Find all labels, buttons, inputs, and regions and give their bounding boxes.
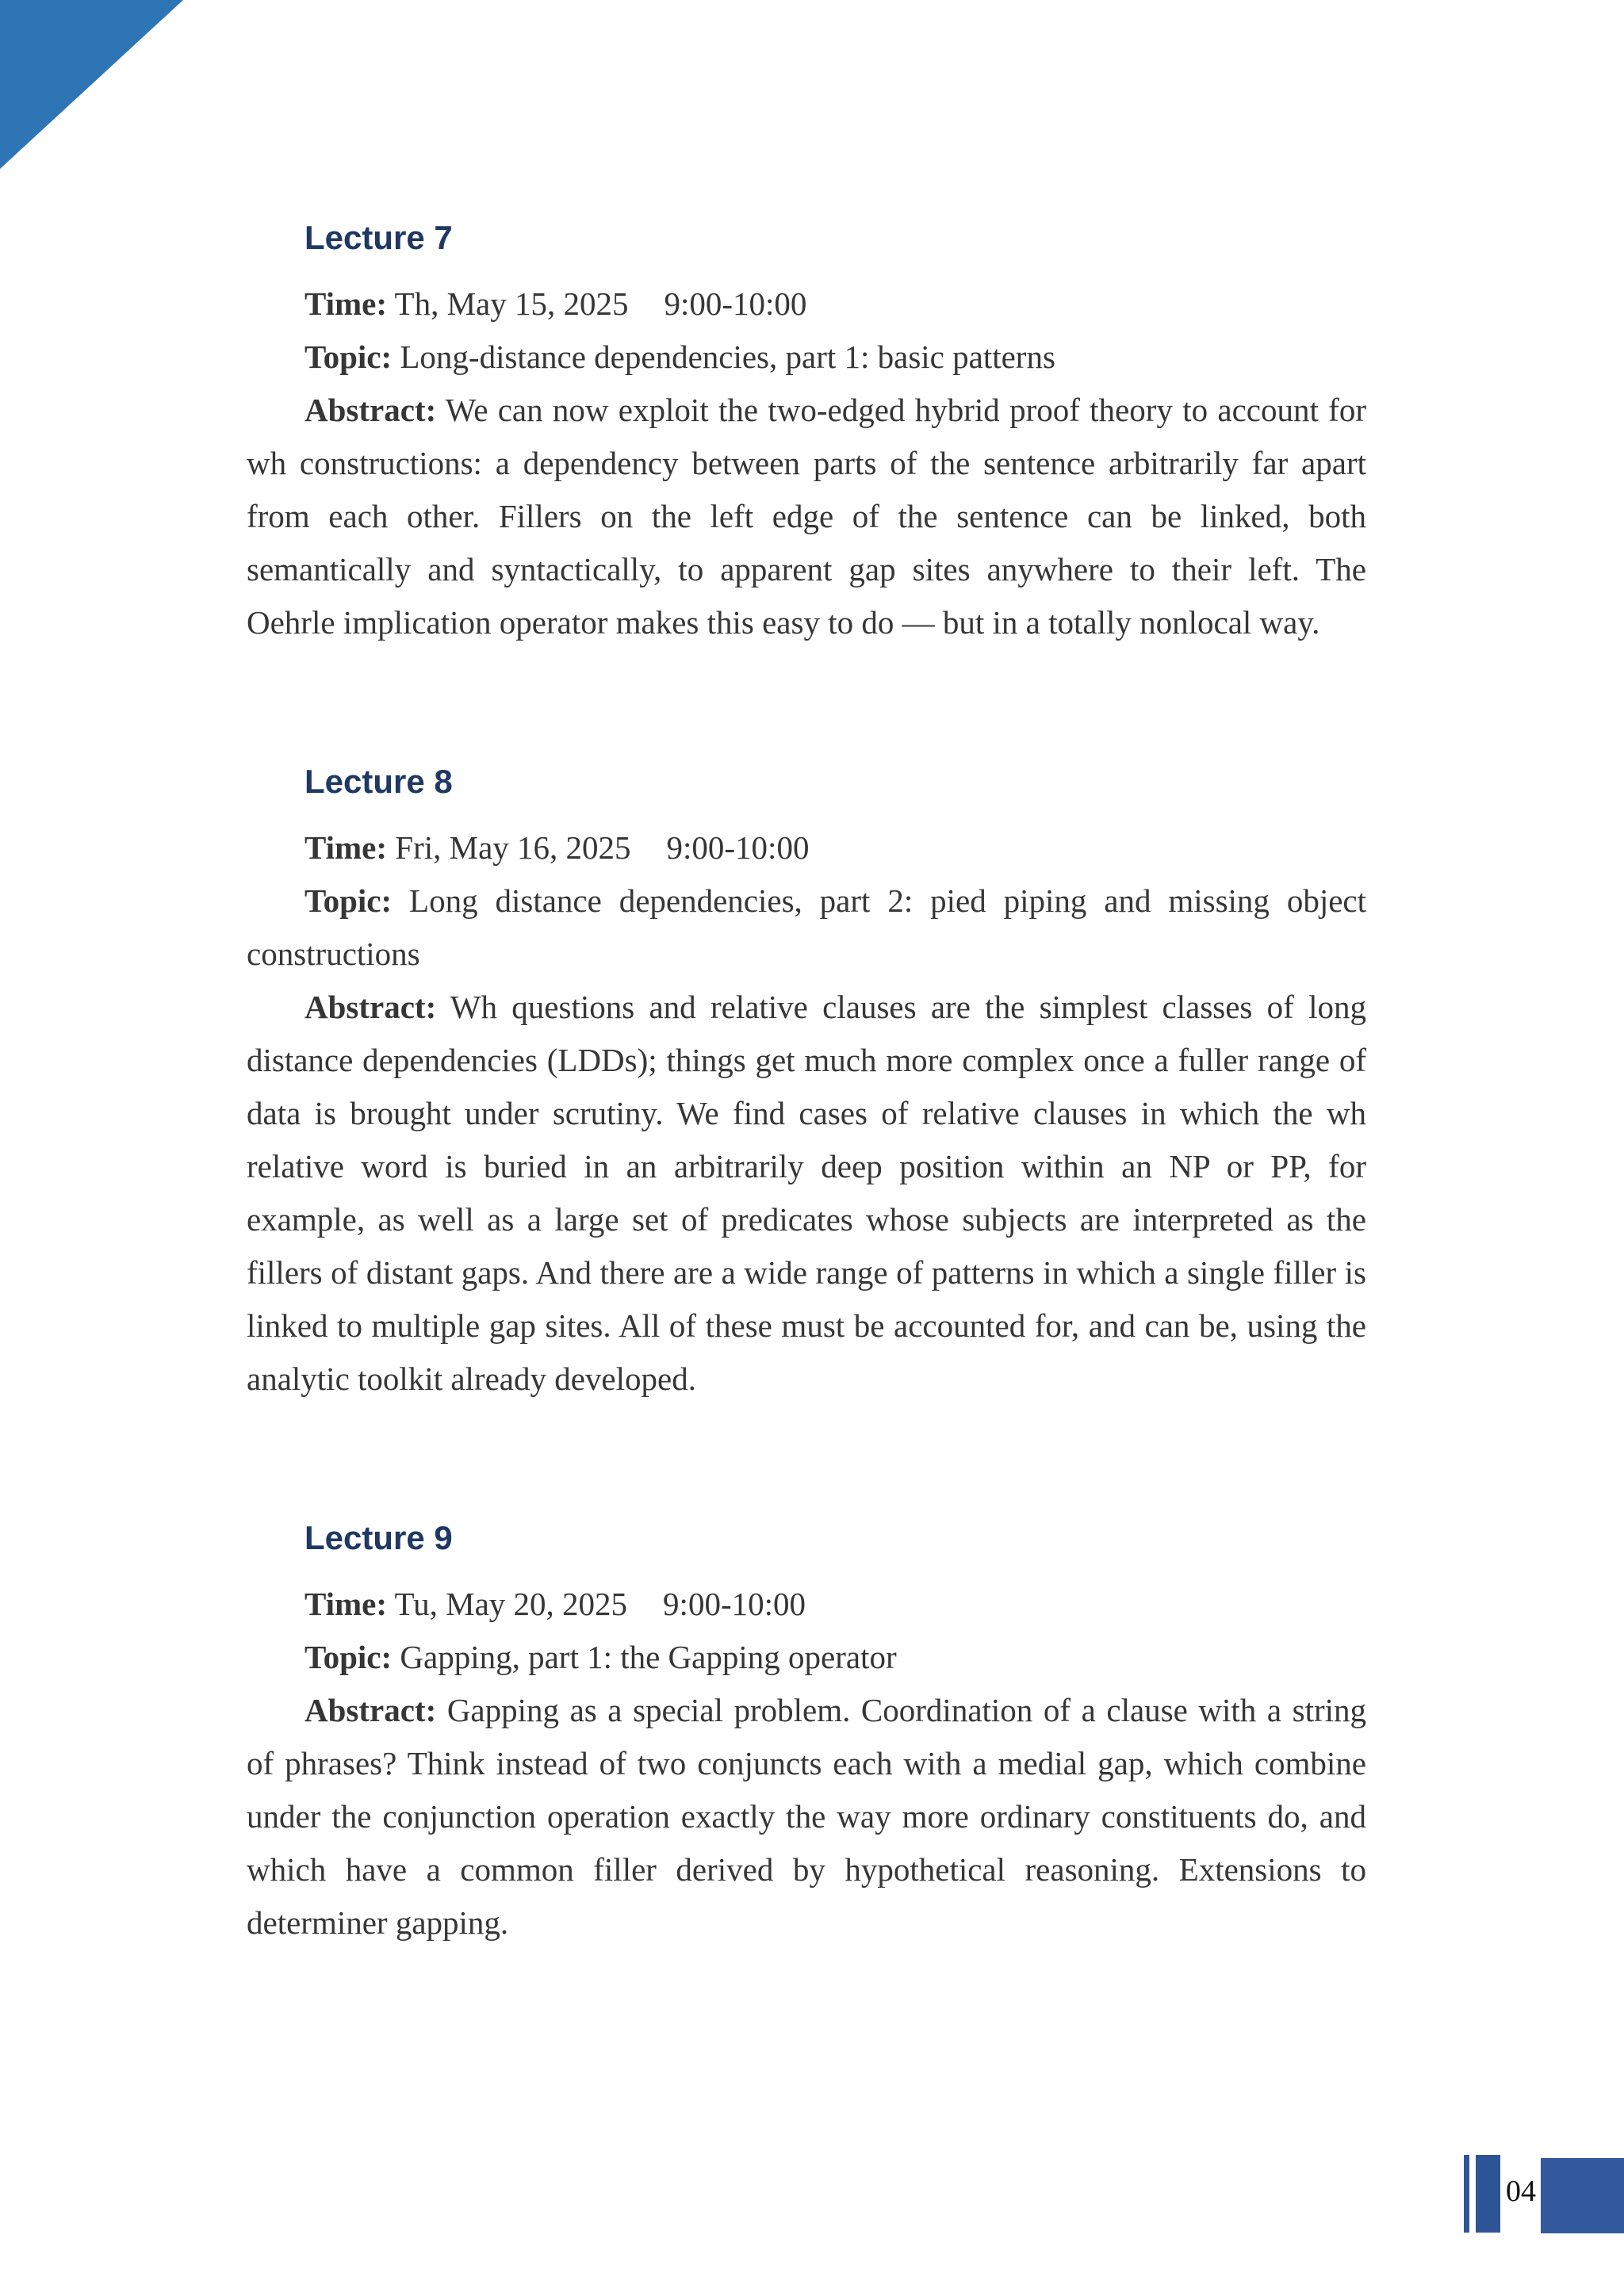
lecture-section-8 — [247, 760, 1366, 1406]
topic-text: Long distance dependencies, part 2: pied piping and missing object constructions — [247, 882, 1367, 972]
lecture-topic-row — [247, 874, 1366, 981]
abstract-label: Abstract: — [304, 989, 437, 1025]
abstract-text: Wh questions and relative clauses are the simplest classes of long distance dependencies (LDDs); things get much more complex once a fuller range of data is brought under scrutiny. We find cases of relative clauses in which the wh relative word is buried in an arbitrarily deep position within an NP or PP, for example, as well as a large set of predicates whose subjects are interpreted as the fillers of distant gaps. And there are a wide range of patterns in which a single filler is linked to multiple gap sites. All of these must be accounted for, and can be, using the analytic toolkit already developed. — [247, 989, 1367, 1397]
lecture-time-row — [247, 1578, 1366, 1631]
time-date: Th, May 15, 2025 — [394, 285, 629, 322]
lecture-title: Lecture 9 — [304, 1519, 453, 1556]
topic-text: Gapping, part 1: the Gapping operator — [400, 1639, 897, 1675]
time-range: 9:00-10:00 — [664, 285, 807, 322]
abstract-label: Abstract: — [304, 392, 437, 428]
topic-label: Topic: — [304, 1639, 393, 1675]
time-range: 9:00-10:00 — [663, 1586, 806, 1622]
time-label: Time: — [304, 285, 388, 322]
abstract-text: We can now exploit the two-edged hybrid proof theory to account for wh constructions: a dependency between parts of the sentence arbitrarily far apart from each other. Fillers on the left edge of the sentence can be linked, both semantically and syntactically, to apparent gap sites anywhere to their left. The Oehrle implication operator makes this easy to do — but in a totally nonlocal way. — [247, 392, 1366, 641]
topic-label: Topic: — [304, 882, 393, 919]
lecture-list — [247, 216, 1366, 1950]
lecture-section-7 — [247, 216, 1366, 649]
time-range: 9:00-10:00 — [666, 829, 810, 866]
corner-triangle-decoration — [0, 0, 183, 169]
footer-block-bar — [1541, 2158, 1624, 2233]
time-label: Time: — [304, 1586, 388, 1622]
lecture-abstract — [247, 1684, 1366, 1950]
lecture-topic-row — [247, 331, 1366, 384]
lecture-abstract — [247, 981, 1366, 1406]
lecture-section-9 — [247, 1517, 1366, 1950]
lecture-time-row — [247, 277, 1366, 331]
abstract-label: Abstract: — [304, 1692, 437, 1728]
lecture-topic-row — [247, 1631, 1366, 1684]
topic-label: Topic: — [304, 339, 393, 375]
time-label: Time: — [304, 829, 388, 866]
lecture-title: Lecture 8 — [304, 763, 453, 800]
footer-wide-bar — [1476, 2155, 1500, 2233]
page-number: 04 — [1506, 2175, 1536, 2208]
lecture-abstract — [247, 384, 1366, 649]
time-date: Fri, May 16, 2025 — [395, 829, 631, 866]
lecture-title: Lecture 7 — [304, 219, 453, 256]
topic-text: Long-distance dependencies, part 1: basic patterns — [400, 339, 1055, 375]
lecture-time-row — [247, 821, 1366, 874]
abstract-text: Gapping as a special problem. Coordination of a clause with a string of phrases? Think instead of two conjuncts each with a medial gap, which combine under the conjunction operation exactly the way more ordinary constituents do, and which have a common filler derived by hypothetical reasoning. Extensions to determiner gapping. — [247, 1692, 1367, 1941]
footer-thin-bar — [1464, 2155, 1469, 2233]
time-date: Tu, May 20, 2025 — [394, 1586, 628, 1622]
